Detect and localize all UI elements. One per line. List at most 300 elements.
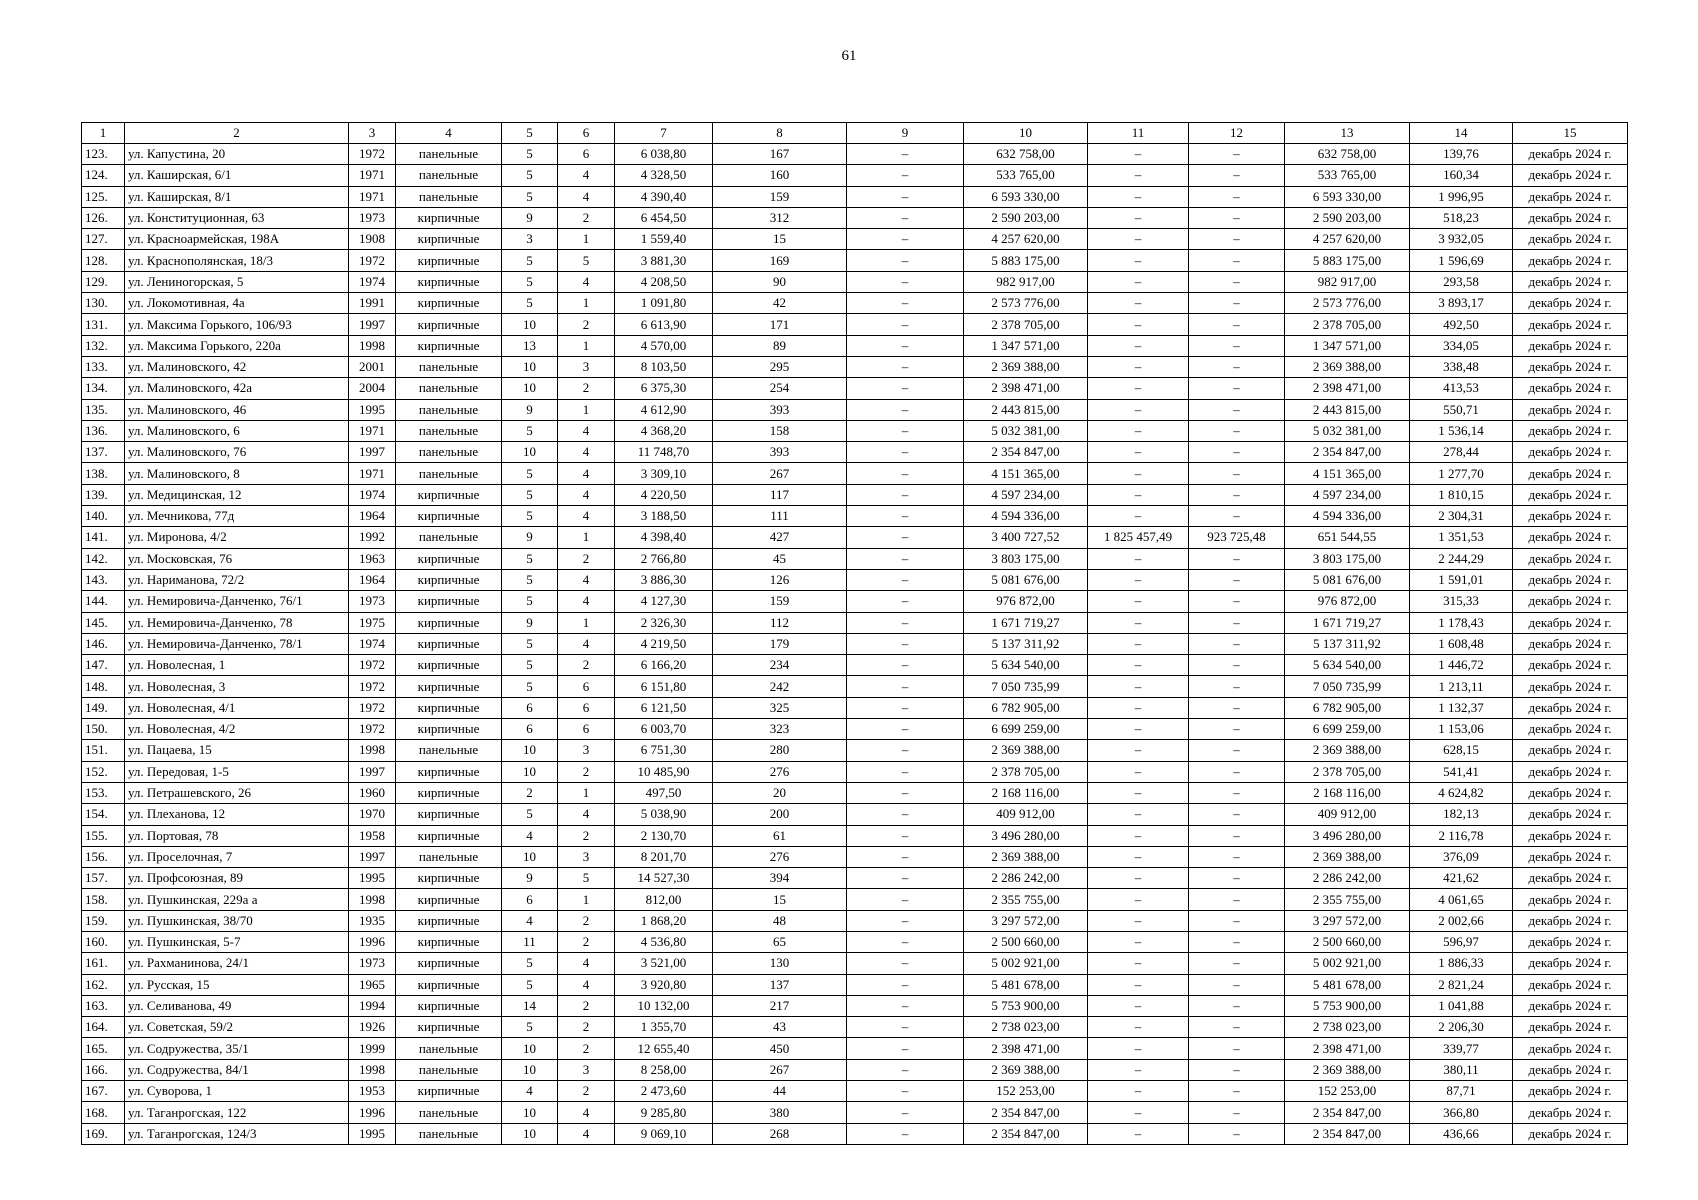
cell-residents: 158	[713, 420, 847, 441]
cell-col-11-value: –	[1088, 825, 1189, 846]
cell-col-12-value: –	[1189, 719, 1285, 740]
cell-area: 4 612,90	[615, 399, 713, 420]
cell-col-13-value: 6 782 905,00	[1285, 697, 1410, 718]
cell-row-number: 130.	[82, 293, 125, 314]
cell-address: ул. Пушкинская, 38/70	[125, 910, 349, 931]
cell-col-10-value: 3 803 175,00	[964, 548, 1088, 569]
table-row	[82, 1102, 1628, 1123]
column-number-14: 14	[1410, 123, 1513, 144]
cell-residents: 179	[713, 633, 847, 654]
cell-col-12-value: –	[1189, 314, 1285, 335]
cell-col-12-value: –	[1189, 229, 1285, 250]
cell-entrances: 3	[558, 740, 615, 761]
cell-address: ул. Малиновского, 76	[125, 442, 349, 463]
cell-entrances: 4	[558, 484, 615, 505]
cell-col-9-value: –	[847, 165, 964, 186]
cell-col-14-value: 2 821,24	[1410, 974, 1513, 995]
cell-year-built: 1998	[349, 1059, 396, 1080]
cell-residents: 276	[713, 846, 847, 867]
cell-col-10-value: 6 782 905,00	[964, 697, 1088, 718]
cell-year-built: 1991	[349, 293, 396, 314]
cell-deadline: декабрь 2024 г.	[1513, 1123, 1628, 1144]
cell-col-10-value: 2 378 705,00	[964, 314, 1088, 335]
cell-floors: 9	[502, 612, 558, 633]
cell-address: ул. Медицинская, 12	[125, 484, 349, 505]
cell-address: ул. Селиванова, 49	[125, 995, 349, 1016]
cell-floors: 5	[502, 591, 558, 612]
cell-entrances: 4	[558, 1123, 615, 1144]
cell-col-11-value: –	[1088, 995, 1189, 1016]
cell-row-number: 140.	[82, 506, 125, 527]
cell-year-built: 1995	[349, 399, 396, 420]
cell-deadline: декабрь 2024 г.	[1513, 1081, 1628, 1102]
cell-col-10-value: 2 378 705,00	[964, 761, 1088, 782]
cell-deadline: декабрь 2024 г.	[1513, 527, 1628, 548]
cell-floors: 6	[502, 889, 558, 910]
table-row	[82, 144, 1628, 165]
cell-floors: 10	[502, 1102, 558, 1123]
table-row	[82, 655, 1628, 676]
column-number-8: 8	[713, 123, 847, 144]
cell-entrances: 1	[558, 399, 615, 420]
cell-floors: 10	[502, 1038, 558, 1059]
cell-col-14-value: 2 206,30	[1410, 1017, 1513, 1038]
table-body	[82, 123, 1628, 1145]
cell-row-number: 148.	[82, 676, 125, 697]
cell-col-9-value: –	[847, 293, 964, 314]
cell-deadline: декабрь 2024 г.	[1513, 931, 1628, 952]
cell-address: ул. Московская, 76	[125, 548, 349, 569]
cell-year-built: 1926	[349, 1017, 396, 1038]
cell-col-9-value: –	[847, 271, 964, 292]
cell-floors: 5	[502, 420, 558, 441]
column-number-12: 12	[1189, 123, 1285, 144]
cell-entrances: 4	[558, 271, 615, 292]
cell-floors: 9	[502, 207, 558, 228]
cell-area: 10 485,90	[615, 761, 713, 782]
cell-col-11-value: –	[1088, 420, 1189, 441]
cell-entrances: 2	[558, 314, 615, 335]
cell-row-number: 145.	[82, 612, 125, 633]
cell-address: ул. Лениногорская, 5	[125, 271, 349, 292]
table-row	[82, 442, 1628, 463]
cell-area: 6 454,50	[615, 207, 713, 228]
cell-year-built: 1974	[349, 633, 396, 654]
cell-col-13-value: 1 671 719,27	[1285, 612, 1410, 633]
cell-year-built: 1953	[349, 1081, 396, 1102]
cell-floors: 5	[502, 165, 558, 186]
cell-residents: 393	[713, 442, 847, 463]
cell-area: 2 326,30	[615, 612, 713, 633]
cell-year-built: 1997	[349, 314, 396, 335]
cell-year-built: 1971	[349, 463, 396, 484]
cell-address: ул. Плеханова, 12	[125, 804, 349, 825]
cell-wall-material: панельные	[396, 165, 502, 186]
cell-floors: 5	[502, 548, 558, 569]
cell-area: 14 527,30	[615, 868, 713, 889]
cell-wall-material: кирпичные	[396, 931, 502, 952]
cell-col-9-value: –	[847, 846, 964, 867]
cell-wall-material: кирпичные	[396, 207, 502, 228]
cell-area: 497,50	[615, 782, 713, 803]
cell-address: ул. Максима Горького, 106/93	[125, 314, 349, 335]
cell-address: ул. Советская, 59/2	[125, 1017, 349, 1038]
column-number-4: 4	[396, 123, 502, 144]
cell-residents: 323	[713, 719, 847, 740]
cell-wall-material: кирпичные	[396, 250, 502, 271]
cell-residents: 160	[713, 165, 847, 186]
cell-year-built: 1972	[349, 655, 396, 676]
cell-area: 4 208,50	[615, 271, 713, 292]
cell-entrances: 4	[558, 953, 615, 974]
cell-col-11-value: –	[1088, 1102, 1189, 1123]
column-number-15: 15	[1513, 123, 1628, 144]
cell-row-number: 143.	[82, 569, 125, 590]
cell-year-built: 1972	[349, 676, 396, 697]
cell-entrances: 5	[558, 250, 615, 271]
cell-deadline: декабрь 2024 г.	[1513, 889, 1628, 910]
cell-residents: 267	[713, 1059, 847, 1080]
cell-area: 2 473,60	[615, 1081, 713, 1102]
cell-col-14-value: 1 277,70	[1410, 463, 1513, 484]
cell-col-12-value: –	[1189, 378, 1285, 399]
cell-entrances: 1	[558, 612, 615, 633]
cell-deadline: декабрь 2024 г.	[1513, 378, 1628, 399]
cell-deadline: декабрь 2024 г.	[1513, 995, 1628, 1016]
cell-col-10-value: 533 765,00	[964, 165, 1088, 186]
cell-col-14-value: 518,23	[1410, 207, 1513, 228]
cell-col-11-value: –	[1088, 761, 1189, 782]
column-number-6: 6	[558, 123, 615, 144]
cell-col-10-value: 4 151 365,00	[964, 463, 1088, 484]
cell-residents: 112	[713, 612, 847, 633]
cell-deadline: декабрь 2024 г.	[1513, 612, 1628, 633]
cell-col-10-value: 5 481 678,00	[964, 974, 1088, 995]
cell-col-13-value: 5 081 676,00	[1285, 569, 1410, 590]
cell-col-9-value: –	[847, 868, 964, 889]
table-row	[82, 165, 1628, 186]
cell-col-13-value: 7 050 735,99	[1285, 676, 1410, 697]
cell-year-built: 2001	[349, 356, 396, 377]
cell-col-11-value: –	[1088, 612, 1189, 633]
cell-col-10-value: 2 398 471,00	[964, 378, 1088, 399]
cell-row-number: 137.	[82, 442, 125, 463]
cell-col-12-value: –	[1189, 271, 1285, 292]
cell-col-12-value: –	[1189, 1081, 1285, 1102]
cell-col-9-value: –	[847, 974, 964, 995]
cell-floors: 6	[502, 697, 558, 718]
cell-wall-material: кирпичные	[396, 633, 502, 654]
cell-area: 6 151,80	[615, 676, 713, 697]
cell-residents: 242	[713, 676, 847, 697]
cell-row-number: 124.	[82, 165, 125, 186]
cell-address: ул. Новолесная, 1	[125, 655, 349, 676]
cell-floors: 9	[502, 399, 558, 420]
cell-year-built: 1995	[349, 1123, 396, 1144]
cell-year-built: 1998	[349, 335, 396, 356]
cell-col-9-value: –	[847, 1059, 964, 1080]
table-row	[82, 399, 1628, 420]
cell-col-14-value: 1 132,37	[1410, 697, 1513, 718]
cell-year-built: 1964	[349, 506, 396, 527]
column-number-10: 10	[964, 123, 1088, 144]
cell-col-11-value: –	[1088, 974, 1189, 995]
cell-col-14-value: 380,11	[1410, 1059, 1513, 1080]
cell-address: ул. Содружества, 84/1	[125, 1059, 349, 1080]
cell-entrances: 2	[558, 378, 615, 399]
cell-col-14-value: 1 153,06	[1410, 719, 1513, 740]
cell-wall-material: кирпичные	[396, 1017, 502, 1038]
cell-residents: 450	[713, 1038, 847, 1059]
cell-residents: 43	[713, 1017, 847, 1038]
cell-residents: 276	[713, 761, 847, 782]
cell-row-number: 168.	[82, 1102, 125, 1123]
column-number-13: 13	[1285, 123, 1410, 144]
cell-row-number: 136.	[82, 420, 125, 441]
cell-wall-material: кирпичные	[396, 655, 502, 676]
page-number: 61	[841, 48, 857, 64]
cell-row-number: 161.	[82, 953, 125, 974]
cell-wall-material: кирпичные	[396, 335, 502, 356]
cell-residents: 15	[713, 229, 847, 250]
cell-residents: 427	[713, 527, 847, 548]
cell-residents: 137	[713, 974, 847, 995]
cell-deadline: декабрь 2024 г.	[1513, 910, 1628, 931]
cell-residents: 217	[713, 995, 847, 1016]
table-row	[82, 271, 1628, 292]
cell-wall-material: панельные	[396, 356, 502, 377]
cell-wall-material: панельные	[396, 378, 502, 399]
cell-col-14-value: 1 996,95	[1410, 186, 1513, 207]
cell-row-number: 157.	[82, 868, 125, 889]
cell-residents: 254	[713, 378, 847, 399]
cell-col-12-value: 923 725,48	[1189, 527, 1285, 548]
cell-col-13-value: 2 354 847,00	[1285, 1102, 1410, 1123]
cell-deadline: декабрь 2024 г.	[1513, 569, 1628, 590]
cell-col-13-value: 533 765,00	[1285, 165, 1410, 186]
cell-col-12-value: –	[1189, 697, 1285, 718]
cell-col-10-value: 2 590 203,00	[964, 207, 1088, 228]
cell-area: 4 398,40	[615, 527, 713, 548]
table-row	[82, 825, 1628, 846]
cell-col-9-value: –	[847, 399, 964, 420]
cell-col-12-value: –	[1189, 356, 1285, 377]
cell-floors: 5	[502, 804, 558, 825]
cell-address: ул. Нариманова, 72/2	[125, 569, 349, 590]
cell-col-9-value: –	[847, 314, 964, 335]
cell-residents: 48	[713, 910, 847, 931]
cell-deadline: декабрь 2024 г.	[1513, 825, 1628, 846]
cell-entrances: 4	[558, 591, 615, 612]
cell-col-12-value: –	[1189, 548, 1285, 569]
cell-col-9-value: –	[847, 250, 964, 271]
cell-col-11-value: –	[1088, 1123, 1189, 1144]
cell-col-10-value: 2 354 847,00	[964, 442, 1088, 463]
cell-col-10-value: 2 286 242,00	[964, 868, 1088, 889]
cell-area: 6 038,80	[615, 144, 713, 165]
cell-col-14-value: 1 351,53	[1410, 527, 1513, 548]
cell-col-12-value: –	[1189, 782, 1285, 803]
cell-col-13-value: 1 347 571,00	[1285, 335, 1410, 356]
cell-col-14-value: 1 178,43	[1410, 612, 1513, 633]
cell-col-10-value: 5 753 900,00	[964, 995, 1088, 1016]
table-row	[82, 868, 1628, 889]
cell-wall-material: кирпичные	[396, 889, 502, 910]
cell-col-12-value: –	[1189, 953, 1285, 974]
cell-address: ул. Малиновского, 46	[125, 399, 349, 420]
cell-col-13-value: 651 544,55	[1285, 527, 1410, 548]
cell-col-12-value: –	[1189, 463, 1285, 484]
cell-residents: 167	[713, 144, 847, 165]
cell-area: 1 355,70	[615, 1017, 713, 1038]
cell-wall-material: панельные	[396, 846, 502, 867]
cell-wall-material: кирпичные	[396, 995, 502, 1016]
cell-col-14-value: 436,66	[1410, 1123, 1513, 1144]
cell-col-9-value: –	[847, 655, 964, 676]
cell-col-10-value: 2 573 776,00	[964, 293, 1088, 314]
cell-floors: 6	[502, 719, 558, 740]
cell-col-13-value: 2 500 660,00	[1285, 931, 1410, 952]
cell-year-built: 1999	[349, 1038, 396, 1059]
cell-residents: 295	[713, 356, 847, 377]
cell-address: ул. Красноармейская, 198А	[125, 229, 349, 250]
cell-col-11-value: –	[1088, 868, 1189, 889]
cell-col-13-value: 5 032 381,00	[1285, 420, 1410, 441]
cell-deadline: декабрь 2024 г.	[1513, 548, 1628, 569]
cell-deadline: декабрь 2024 г.	[1513, 761, 1628, 782]
cell-row-number: 166.	[82, 1059, 125, 1080]
cell-wall-material: панельные	[396, 144, 502, 165]
cell-deadline: декабрь 2024 г.	[1513, 846, 1628, 867]
cell-deadline: декабрь 2024 г.	[1513, 633, 1628, 654]
cell-entrances: 1	[558, 335, 615, 356]
cell-area: 3 886,30	[615, 569, 713, 590]
cell-col-11-value: –	[1088, 591, 1189, 612]
cell-col-11-value: –	[1088, 144, 1189, 165]
cell-area: 2 130,70	[615, 825, 713, 846]
table-row	[82, 1038, 1628, 1059]
cell-col-11-value: –	[1088, 356, 1189, 377]
cell-address: ул. Передовая, 1-5	[125, 761, 349, 782]
table-row	[82, 335, 1628, 356]
cell-col-9-value: –	[847, 207, 964, 228]
cell-year-built: 1972	[349, 719, 396, 740]
cell-col-14-value: 376,09	[1410, 846, 1513, 867]
cell-col-14-value: 4 061,65	[1410, 889, 1513, 910]
cell-col-9-value: –	[847, 548, 964, 569]
table-row	[82, 1017, 1628, 1038]
cell-col-11-value: –	[1088, 548, 1189, 569]
cell-col-10-value: 2 355 755,00	[964, 889, 1088, 910]
cell-col-13-value: 632 758,00	[1285, 144, 1410, 165]
cell-year-built: 1992	[349, 527, 396, 548]
cell-col-13-value: 2 590 203,00	[1285, 207, 1410, 228]
cell-col-9-value: –	[847, 825, 964, 846]
cell-row-number: 131.	[82, 314, 125, 335]
cell-col-11-value: –	[1088, 782, 1189, 803]
cell-col-14-value: 366,80	[1410, 1102, 1513, 1123]
cell-col-11-value: –	[1088, 846, 1189, 867]
cell-address: ул. Новолесная, 4/2	[125, 719, 349, 740]
table-row	[82, 591, 1628, 612]
table-row	[82, 1081, 1628, 1102]
cell-wall-material: панельные	[396, 527, 502, 548]
cell-col-11-value: –	[1088, 569, 1189, 590]
cell-area: 12 655,40	[615, 1038, 713, 1059]
cell-col-14-value: 315,33	[1410, 591, 1513, 612]
cell-col-11-value: –	[1088, 207, 1189, 228]
cell-col-11-value: –	[1088, 931, 1189, 952]
cell-deadline: декабрь 2024 г.	[1513, 484, 1628, 505]
cell-col-13-value: 2 378 705,00	[1285, 761, 1410, 782]
cell-year-built: 1973	[349, 953, 396, 974]
cell-wall-material: панельные	[396, 399, 502, 420]
column-number-3: 3	[349, 123, 396, 144]
cell-year-built: 1935	[349, 910, 396, 931]
cell-col-11-value: –	[1088, 1081, 1189, 1102]
cell-floors: 10	[502, 846, 558, 867]
cell-col-10-value: 4 594 336,00	[964, 506, 1088, 527]
cell-col-13-value: 2 168 116,00	[1285, 782, 1410, 803]
table-row	[82, 1059, 1628, 1080]
cell-col-9-value: –	[847, 442, 964, 463]
column-number-1: 1	[82, 123, 125, 144]
cell-residents: 111	[713, 506, 847, 527]
cell-col-13-value: 982 917,00	[1285, 271, 1410, 292]
cell-wall-material: кирпичные	[396, 506, 502, 527]
cell-year-built: 2004	[349, 378, 396, 399]
cell-address: ул. Таганрогская, 122	[125, 1102, 349, 1123]
cell-residents: 45	[713, 548, 847, 569]
column-number-7: 7	[615, 123, 713, 144]
cell-wall-material: кирпичные	[396, 910, 502, 931]
cell-residents: 394	[713, 868, 847, 889]
table-row	[82, 612, 1628, 633]
cell-address: ул. Каширская, 8/1	[125, 186, 349, 207]
cell-col-13-value: 3 297 572,00	[1285, 910, 1410, 931]
cell-col-12-value: –	[1189, 293, 1285, 314]
cell-area: 4 328,50	[615, 165, 713, 186]
table-row	[82, 719, 1628, 740]
column-number-11: 11	[1088, 123, 1189, 144]
cell-col-13-value: 2 398 471,00	[1285, 1038, 1410, 1059]
cell-col-10-value: 7 050 735,99	[964, 676, 1088, 697]
cell-col-9-value: –	[847, 633, 964, 654]
cell-col-9-value: –	[847, 229, 964, 250]
cell-col-13-value: 2 369 388,00	[1285, 356, 1410, 377]
cell-floors: 3	[502, 229, 558, 250]
cell-col-12-value: –	[1189, 931, 1285, 952]
cell-area: 6 003,70	[615, 719, 713, 740]
cell-col-11-value: –	[1088, 1017, 1189, 1038]
cell-year-built: 1994	[349, 995, 396, 1016]
cell-col-9-value: –	[847, 1102, 964, 1123]
cell-address: ул. Пушкинская, 229а а	[125, 889, 349, 910]
cell-col-12-value: –	[1189, 186, 1285, 207]
cell-year-built: 1970	[349, 804, 396, 825]
table-row	[82, 974, 1628, 995]
cell-wall-material: кирпичные	[396, 868, 502, 889]
cell-col-14-value: 492,50	[1410, 314, 1513, 335]
cell-year-built: 1964	[349, 569, 396, 590]
cell-residents: 268	[713, 1123, 847, 1144]
cell-area: 6 166,20	[615, 655, 713, 676]
cell-wall-material: панельные	[396, 420, 502, 441]
cell-wall-material: кирпичные	[396, 591, 502, 612]
cell-floors: 5	[502, 633, 558, 654]
cell-year-built: 1998	[349, 889, 396, 910]
cell-row-number: 152.	[82, 761, 125, 782]
